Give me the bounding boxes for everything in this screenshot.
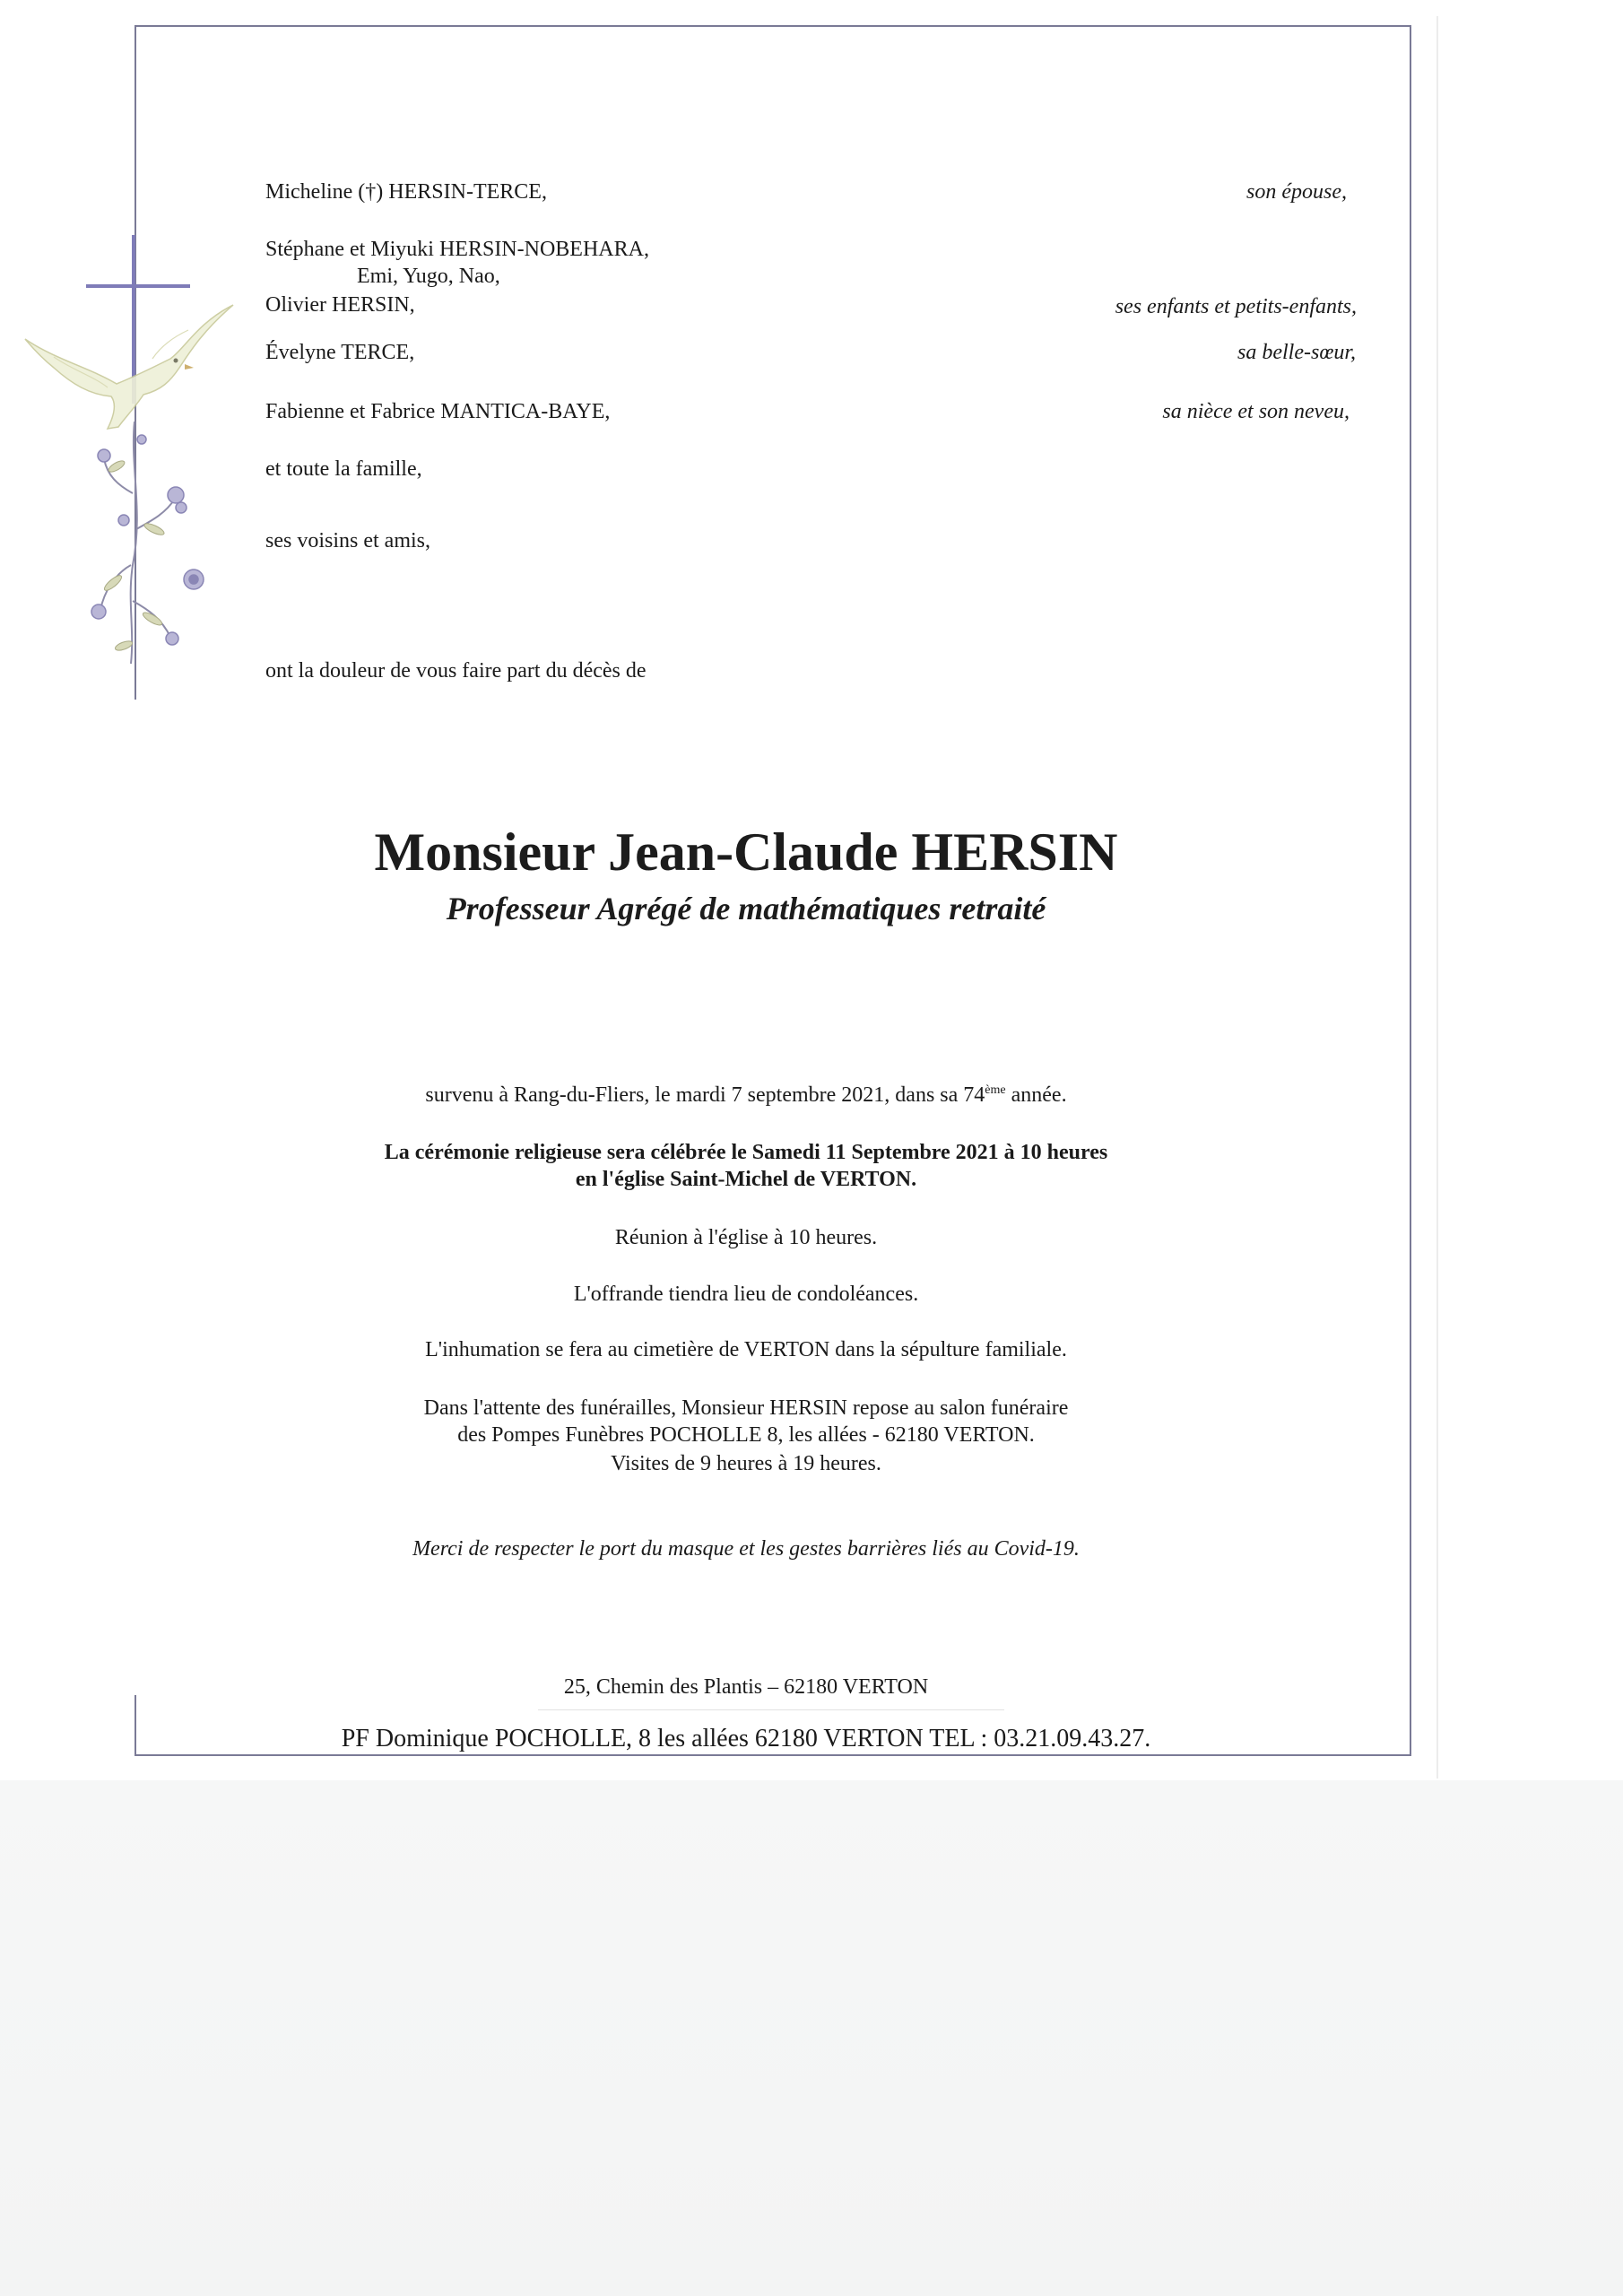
family-name-grandchildren: Emi, Yugo, Nao, <box>357 265 500 288</box>
relation-sister-in-law: sa belle-sœur, <box>1237 341 1356 364</box>
cross-dove-flower-decoration <box>18 224 242 673</box>
relation-children: ses enfants et petits-enfants, <box>1115 295 1357 318</box>
viewing-line-3: Visites de 9 heures à 19 heures. <box>611 1452 881 1475</box>
offering-text: L'offrande tiendra lieu de condoléances. <box>573 1283 919 1306</box>
ceremony-line-2: en l'église Saint-Michel de VERTON. <box>575 1168 917 1191</box>
family-whole-family: et toute la famille, <box>265 457 422 481</box>
flower-stem-icon <box>100 422 175 664</box>
family-name-olivier: Olivier HERSIN, <box>265 293 415 317</box>
family-name-fabienne: Fabienne et Fabrice MANTICA-BAYE, <box>265 400 611 423</box>
footer-divider <box>538 1709 1004 1710</box>
address-text: 25, Chemin des Plantis – 62180 VERTON <box>563 1675 929 1699</box>
death-details: survenu à Rang-du-Fliers, le mardi 7 septembre 2021, dans sa 74ème année. <box>425 1083 1067 1107</box>
viewing-line-1: Dans l'attente des funérailles, Monsieur HERSIN repose au salon funéraire <box>423 1396 1069 1420</box>
family-name-evelyne: Évelyne TERCE, <box>265 341 415 364</box>
family-name-micheline: Micheline (†) HERSIN-TERCE, <box>265 180 547 204</box>
reunion-text: Réunion à l'église à 10 heures. <box>614 1226 878 1249</box>
ceremony-line-1: La cérémonie religieuse sera célébrée le Samedi 11 Septembre 2021 à 10 heures <box>384 1141 1108 1164</box>
announcement-text: ont la douleur de vous faire part du décès de <box>265 659 647 683</box>
relation-niece-nephew: sa nièce et son neveu, <box>1162 400 1350 423</box>
relation-spouse: son épouse, <box>1246 180 1347 204</box>
funeral-home-contact: PF Dominique POCHOLLE, 8 les allées 62180 VERTON TEL : 03.21.09.43.27. <box>341 1725 1151 1752</box>
family-name-stephane: Stéphane et Miyuki HERSIN-NOBEHARA, <box>265 238 649 261</box>
covid-note: Merci de respecter le port du masque et les gestes barrières liés au Covid-19. <box>412 1537 1080 1561</box>
dove-icon <box>25 305 233 429</box>
deceased-name: Monsieur Jean-Claude HERSIN <box>374 822 1118 882</box>
burial-text: L'inhumation se fera au cimetière de VERTON dans la sépulture familiale. <box>425 1338 1067 1361</box>
viewing-line-2: des Pompes Funèbres POCHOLLE 8, les allées - 62180 VERTON. <box>457 1423 1035 1447</box>
ordinal-suffix: ème <box>985 1083 1006 1097</box>
scan-background-bottom <box>0 1780 1623 2296</box>
deceased-title: Professeur Agrégé de mathématiques retraité <box>446 891 1046 926</box>
family-neighbors-friends: ses voisins et amis, <box>265 529 430 552</box>
